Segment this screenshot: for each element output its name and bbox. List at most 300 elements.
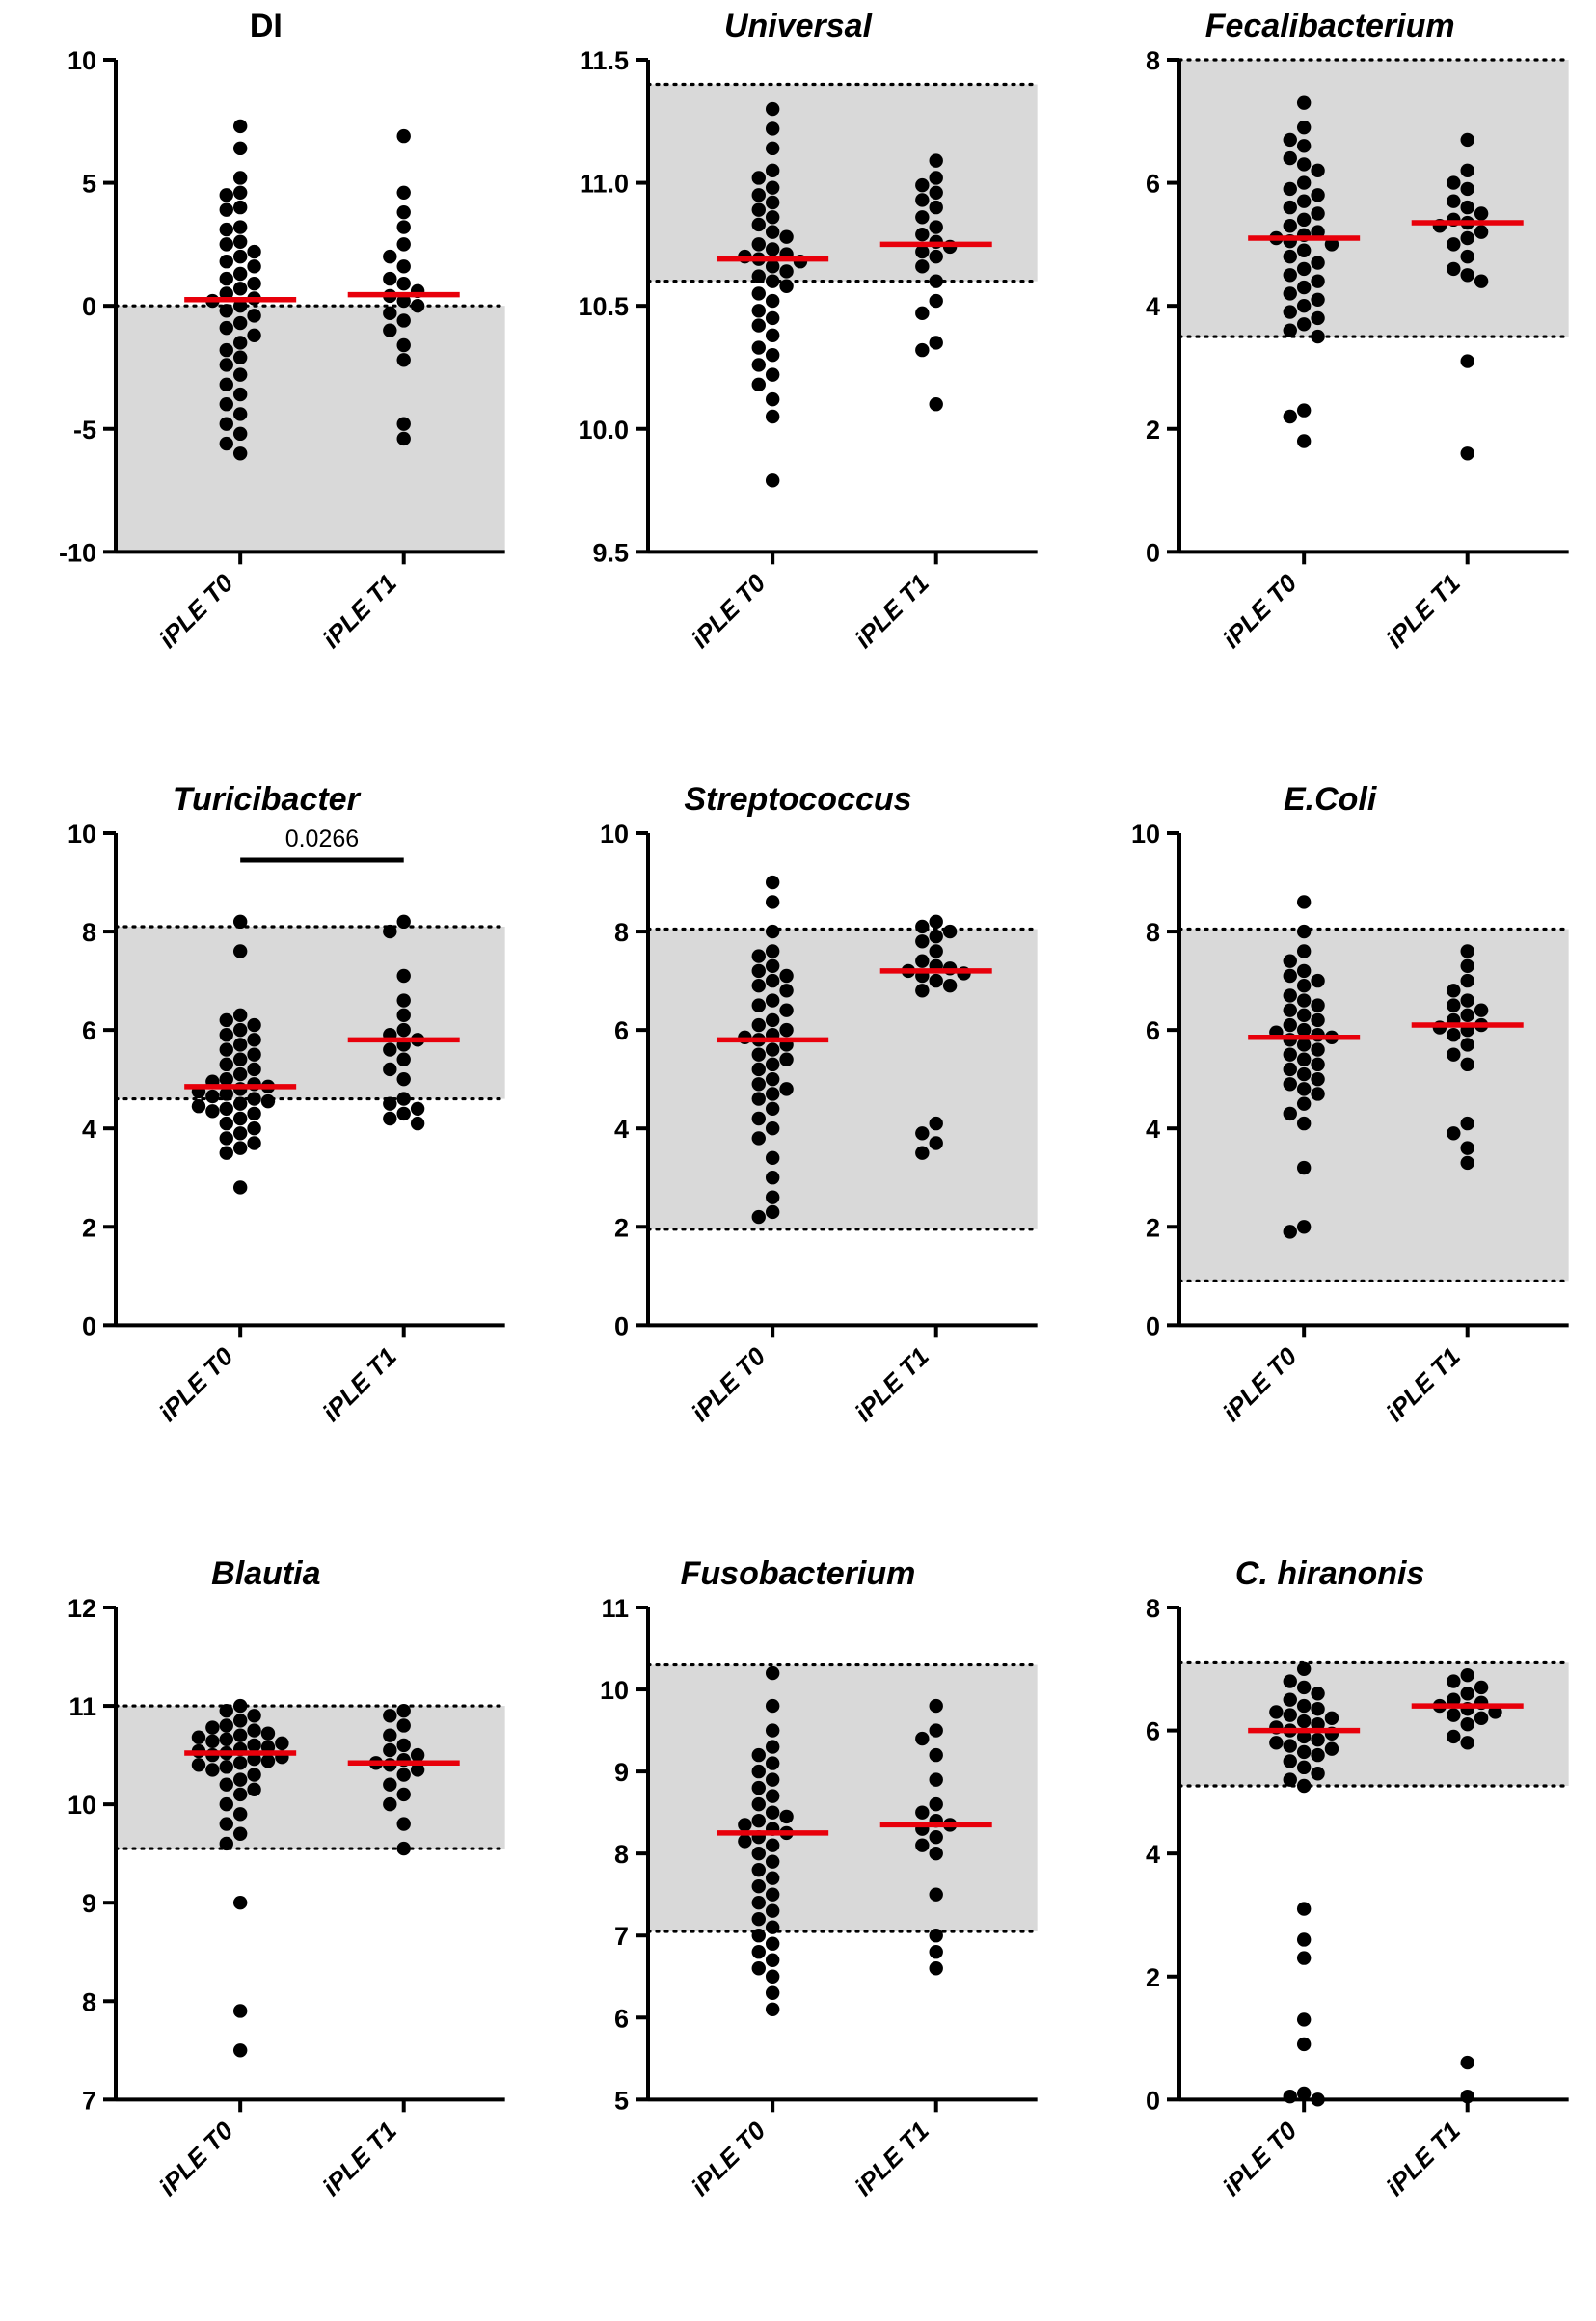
- data-point: [751, 171, 765, 184]
- data-point: [1284, 1708, 1297, 1721]
- y-tick-label: 0: [81, 292, 96, 322]
- data-point: [220, 1013, 233, 1027]
- data-point: [220, 1718, 233, 1732]
- data-point: [397, 1768, 411, 1781]
- data-point: [1461, 182, 1474, 196]
- data-point: [397, 1093, 411, 1106]
- panel-title: Turicibacter: [172, 781, 360, 819]
- data-point: [411, 299, 424, 312]
- data-point: [233, 351, 247, 364]
- data-point: [233, 250, 247, 263]
- data-point: [929, 153, 942, 167]
- data-point: [1461, 231, 1474, 245]
- data-point: [1312, 1702, 1325, 1715]
- reference-band: [1179, 1662, 1569, 1786]
- data-point: [1312, 1088, 1325, 1101]
- data-point: [779, 1004, 793, 1017]
- data-point: [233, 427, 247, 441]
- data-point: [929, 1699, 942, 1713]
- data-point: [397, 1009, 411, 1022]
- p-value-label: 0.0266: [284, 825, 360, 853]
- data-point: [1312, 1687, 1325, 1700]
- data-point: [929, 1748, 942, 1762]
- data-point: [247, 1738, 260, 1751]
- data-point: [1461, 1156, 1474, 1170]
- data-point: [1447, 1729, 1460, 1742]
- data-point: [751, 964, 765, 978]
- y-tick-label: 9: [613, 1757, 629, 1787]
- data-point: [751, 218, 765, 231]
- data-point: [766, 1805, 779, 1819]
- data-point: [751, 188, 765, 202]
- data-point: [1312, 206, 1325, 220]
- data-point: [751, 1112, 765, 1125]
- y-tick-label: 6: [613, 2003, 629, 2033]
- y-tick-label: 4: [1146, 292, 1161, 322]
- data-point: [397, 915, 411, 929]
- data-point: [751, 340, 765, 354]
- data-point: [397, 1817, 411, 1830]
- data-point: [192, 1730, 205, 1743]
- y-tick-label: 8: [1146, 1593, 1161, 1623]
- data-point: [1474, 206, 1488, 220]
- data-point: [1297, 1680, 1311, 1693]
- data-point: [1461, 1717, 1474, 1731]
- data-point: [766, 1013, 779, 1027]
- data-point: [766, 210, 779, 224]
- y-tick-label: 10: [67, 820, 96, 850]
- data-point: [766, 294, 779, 308]
- data-point: [751, 1814, 765, 1827]
- data-point: [766, 1205, 779, 1219]
- data-point: [397, 338, 411, 352]
- data-point: [779, 1023, 793, 1037]
- data-point: [1297, 1778, 1311, 1792]
- data-point: [1461, 1009, 1474, 1022]
- y-tick-label: 11.0: [579, 169, 629, 199]
- data-point: [247, 1768, 260, 1781]
- data-point: [915, 343, 929, 357]
- data-point: [233, 1772, 247, 1786]
- y-tick-label: 8: [1146, 46, 1161, 75]
- data-point: [220, 417, 233, 430]
- data-point: [738, 1818, 751, 1831]
- data-point: [766, 164, 779, 177]
- y-tick-label: 0: [81, 1311, 96, 1341]
- data-point: [766, 1871, 779, 1884]
- data-point: [233, 945, 247, 958]
- data-point: [1297, 244, 1311, 257]
- data-point: [247, 277, 260, 290]
- data-point: [1447, 262, 1460, 276]
- data-point: [233, 1053, 247, 1066]
- data-point: [411, 1102, 424, 1116]
- data-point: [220, 1704, 233, 1717]
- data-point: [397, 313, 411, 327]
- data-point: [766, 274, 779, 287]
- data-point: [247, 1709, 260, 1722]
- data-point: [383, 250, 396, 263]
- data-point: [1297, 1932, 1311, 1946]
- y-tick-label: 6: [1146, 1716, 1161, 1746]
- data-point: [779, 1083, 793, 1096]
- data-point: [915, 193, 929, 206]
- data-point: [1297, 1951, 1311, 1964]
- data-point: [1297, 403, 1311, 417]
- reference-band: [648, 930, 1038, 1229]
- data-point: [929, 201, 942, 214]
- y-tick-label: 8: [613, 1839, 629, 1869]
- data-point: [1297, 1117, 1311, 1130]
- scatter-plot: [0, 0, 532, 773]
- data-point: [220, 1028, 233, 1041]
- data-point: [915, 955, 929, 968]
- data-point: [751, 358, 765, 371]
- data-point: [205, 1720, 219, 1734]
- y-tick-label: 10: [599, 1675, 629, 1705]
- data-point: [383, 1797, 396, 1811]
- data-point: [1447, 984, 1460, 997]
- y-tick-label: 11: [68, 1691, 96, 1721]
- data-point: [929, 336, 942, 349]
- data-point: [397, 1704, 411, 1717]
- data-point: [220, 1058, 233, 1071]
- data-point: [205, 1734, 219, 1747]
- data-point: [1312, 1013, 1325, 1027]
- y-tick-label: 12: [67, 1593, 96, 1623]
- data-point: [751, 269, 765, 283]
- data-point: [233, 1039, 247, 1052]
- data-point: [220, 304, 233, 317]
- data-point: [1461, 1117, 1474, 1130]
- data-point: [929, 274, 942, 287]
- data-point: [397, 129, 411, 143]
- data-point: [1284, 989, 1297, 1003]
- data-point: [943, 979, 957, 992]
- x-tick-label: iPLE T0: [152, 568, 239, 655]
- x-tick-label: iPLE T1: [1380, 568, 1467, 655]
- data-point: [751, 286, 765, 300]
- y-tick-label: 8: [81, 1986, 96, 2016]
- data-point: [1297, 964, 1311, 978]
- data-point: [766, 1699, 779, 1713]
- data-point: [1461, 974, 1474, 987]
- data-point: [261, 1754, 275, 1768]
- data-point: [1474, 225, 1488, 238]
- y-tick-label: 8: [613, 918, 629, 948]
- data-point: [779, 1809, 793, 1822]
- data-point: [247, 1093, 260, 1106]
- y-tick-label: 10: [67, 46, 96, 75]
- data-point: [751, 1945, 765, 1958]
- data-point: [1297, 175, 1311, 189]
- data-point: [247, 1063, 260, 1076]
- data-point: [766, 994, 779, 1008]
- data-point: [766, 1936, 779, 1950]
- data-point: [751, 1093, 765, 1106]
- data-point: [1312, 1748, 1325, 1762]
- x-tick-label: iPLE T1: [316, 1341, 402, 1428]
- data-point: [766, 392, 779, 406]
- data-point: [220, 202, 233, 216]
- scatter-plot: [532, 773, 1065, 1547]
- data-point: [779, 984, 793, 997]
- data-point: [397, 220, 411, 233]
- panel-0: [0, 0, 532, 773]
- data-point: [397, 277, 411, 290]
- data-point: [766, 1072, 779, 1086]
- y-tick-label: 10.5: [578, 292, 629, 322]
- data-point: [1461, 1039, 1474, 1052]
- data-point: [220, 188, 233, 202]
- data-point: [929, 1830, 942, 1844]
- data-point: [751, 1210, 765, 1224]
- data-point: [397, 237, 411, 251]
- data-point: [1284, 410, 1297, 423]
- y-tick-label: 2: [1146, 1962, 1161, 1992]
- data-point: [220, 1797, 233, 1811]
- data-point: [233, 388, 247, 401]
- data-point: [929, 186, 942, 200]
- data-point: [383, 272, 396, 285]
- scatter-plot: [1064, 0, 1596, 773]
- data-point: [1284, 219, 1297, 232]
- data-point: [1447, 1674, 1460, 1687]
- data-point: [751, 1961, 765, 1975]
- x-tick-label: iPLE T0: [152, 2116, 239, 2201]
- data-point: [738, 1834, 751, 1848]
- panel-4: [532, 773, 1065, 1547]
- data-point: [1312, 974, 1325, 987]
- data-point: [247, 1107, 260, 1120]
- data-point: [751, 1018, 765, 1032]
- data-point: [233, 446, 247, 460]
- data-point: [915, 1838, 929, 1851]
- data-point: [751, 1847, 765, 1860]
- data-point: [397, 1107, 411, 1120]
- data-point: [233, 336, 247, 349]
- data-point: [383, 323, 396, 337]
- data-point: [220, 223, 233, 236]
- y-tick-label: 0: [1146, 538, 1161, 568]
- data-point: [233, 1787, 247, 1800]
- data-point: [943, 925, 957, 938]
- data-point: [247, 1121, 260, 1135]
- data-point: [751, 1863, 765, 1876]
- x-tick-label: iPLE T0: [1217, 2116, 1303, 2201]
- data-point: [233, 1067, 247, 1081]
- data-point: [1284, 1004, 1297, 1017]
- data-point: [766, 242, 779, 256]
- y-tick-label: 0: [1146, 2085, 1161, 2115]
- data-point: [247, 1048, 260, 1062]
- panel-title: Universal: [723, 8, 873, 44]
- data-point: [383, 1043, 396, 1057]
- data-point: [233, 1728, 247, 1741]
- data-point: [766, 1666, 779, 1680]
- data-point: [261, 1726, 275, 1740]
- data-point: [261, 1094, 275, 1108]
- x-tick-label: iPLE T0: [152, 1341, 239, 1428]
- data-point: [247, 245, 260, 258]
- data-point: [411, 1748, 424, 1762]
- data-point: [1447, 237, 1460, 251]
- data-point: [766, 180, 779, 194]
- data-point: [751, 979, 765, 992]
- data-point: [1447, 1048, 1460, 1062]
- panel-7: [532, 1548, 1065, 2321]
- data-point: [397, 259, 411, 273]
- data-point: [766, 311, 779, 325]
- data-point: [233, 171, 247, 184]
- panel-2: [1064, 0, 1596, 773]
- data-point: [1312, 1072, 1325, 1086]
- y-tick-label: 10: [1131, 820, 1161, 850]
- data-point: [929, 1137, 942, 1150]
- data-point: [192, 1099, 205, 1113]
- data-point: [220, 1043, 233, 1057]
- panel-3: [0, 773, 532, 1547]
- panel-title: Blautia: [211, 1554, 321, 1592]
- x-tick-label: iPLE T0: [1217, 568, 1303, 655]
- data-point: [220, 1117, 233, 1130]
- data-point: [766, 1854, 779, 1868]
- data-point: [397, 205, 411, 219]
- y-tick-label: -10: [58, 538, 96, 568]
- data-point: [766, 329, 779, 342]
- data-point: [220, 343, 233, 357]
- data-point: [1312, 1733, 1325, 1746]
- data-point: [397, 417, 411, 430]
- data-point: [247, 1782, 260, 1795]
- data-point: [751, 1912, 765, 1926]
- data-point: [766, 1969, 779, 1983]
- data-point: [766, 1903, 779, 1917]
- data-point: [1284, 969, 1297, 983]
- data-point: [766, 1058, 779, 1071]
- y-tick-label: 10: [67, 1790, 96, 1820]
- data-point: [1312, 999, 1325, 1012]
- data-point: [766, 1151, 779, 1165]
- data-point: [220, 321, 233, 335]
- data-point: [766, 1887, 779, 1901]
- data-point: [1447, 175, 1460, 189]
- data-point: [915, 259, 929, 273]
- data-point: [779, 230, 793, 244]
- data-point: [1461, 354, 1474, 367]
- data-point: [383, 1777, 396, 1791]
- data-point: [1312, 256, 1325, 269]
- data-point: [233, 1142, 247, 1155]
- data-point: [1297, 1161, 1311, 1174]
- data-point: [233, 1181, 247, 1195]
- data-point: [1297, 1902, 1311, 1915]
- data-point: [233, 220, 247, 233]
- data-point: [766, 1756, 779, 1769]
- data-point: [915, 228, 929, 241]
- data-point: [1297, 1097, 1311, 1111]
- y-tick-label: 5: [81, 169, 96, 199]
- scatter-plot: [532, 1548, 1065, 2321]
- data-point: [1284, 151, 1297, 165]
- data-point: [766, 2002, 779, 2015]
- data-point: [1297, 896, 1311, 909]
- data-point: [1461, 268, 1474, 282]
- data-point: [220, 1102, 233, 1116]
- data-point: [397, 1787, 411, 1800]
- data-point: [233, 2004, 247, 2017]
- data-point: [766, 102, 779, 116]
- data-point: [779, 264, 793, 278]
- data-point: [1312, 188, 1325, 202]
- data-point: [247, 259, 260, 273]
- x-tick-label: iPLE T1: [316, 2116, 402, 2201]
- data-point: [1325, 1711, 1339, 1724]
- data-point: [1297, 1220, 1311, 1233]
- data-point: [205, 1090, 219, 1103]
- y-tick-label: 9: [81, 1888, 96, 1918]
- data-point: [751, 1879, 765, 1893]
- data-point: [1297, 317, 1311, 331]
- data-point: [275, 1736, 288, 1749]
- data-point: [766, 1171, 779, 1184]
- panel-5: [1064, 773, 1596, 1547]
- data-point: [1297, 2012, 1311, 2026]
- data-point: [1297, 1699, 1311, 1713]
- data-point: [1284, 323, 1297, 337]
- reference-band: [116, 927, 505, 1099]
- data-point: [1312, 164, 1325, 177]
- data-point: [397, 432, 411, 445]
- data-point: [220, 255, 233, 268]
- y-tick-label: 2: [1146, 1213, 1161, 1243]
- y-tick-label: 2: [1146, 415, 1161, 445]
- data-point: [915, 920, 929, 933]
- scatter-plot: [532, 0, 1065, 773]
- data-point: [233, 186, 247, 200]
- data-point: [1284, 955, 1297, 968]
- reference-band: [648, 85, 1038, 282]
- data-point: [929, 220, 942, 233]
- data-point: [1312, 1767, 1325, 1780]
- data-point: [1312, 274, 1325, 287]
- data-point: [929, 945, 942, 958]
- scatter-plot: [0, 773, 532, 1547]
- scatter-plot: [1064, 773, 1596, 1547]
- data-point: [233, 1756, 247, 1769]
- data-point: [1270, 1705, 1284, 1718]
- data-point: [1312, 1043, 1325, 1057]
- data-point: [929, 1772, 942, 1786]
- data-point: [1297, 157, 1311, 171]
- data-point: [751, 1077, 765, 1091]
- data-point: [1297, 299, 1311, 312]
- data-point: [247, 1018, 260, 1032]
- data-point: [397, 1842, 411, 1855]
- data-point: [766, 196, 779, 209]
- data-point: [766, 945, 779, 958]
- data-point: [929, 1723, 942, 1737]
- data-point: [766, 974, 779, 987]
- data-point: [929, 1961, 942, 1975]
- data-point: [220, 1777, 233, 1791]
- data-point: [220, 1817, 233, 1830]
- y-tick-label: 8: [1146, 918, 1161, 948]
- y-tick-label: 10: [599, 820, 629, 850]
- data-point: [766, 896, 779, 909]
- data-point: [779, 280, 793, 293]
- data-point: [397, 186, 411, 200]
